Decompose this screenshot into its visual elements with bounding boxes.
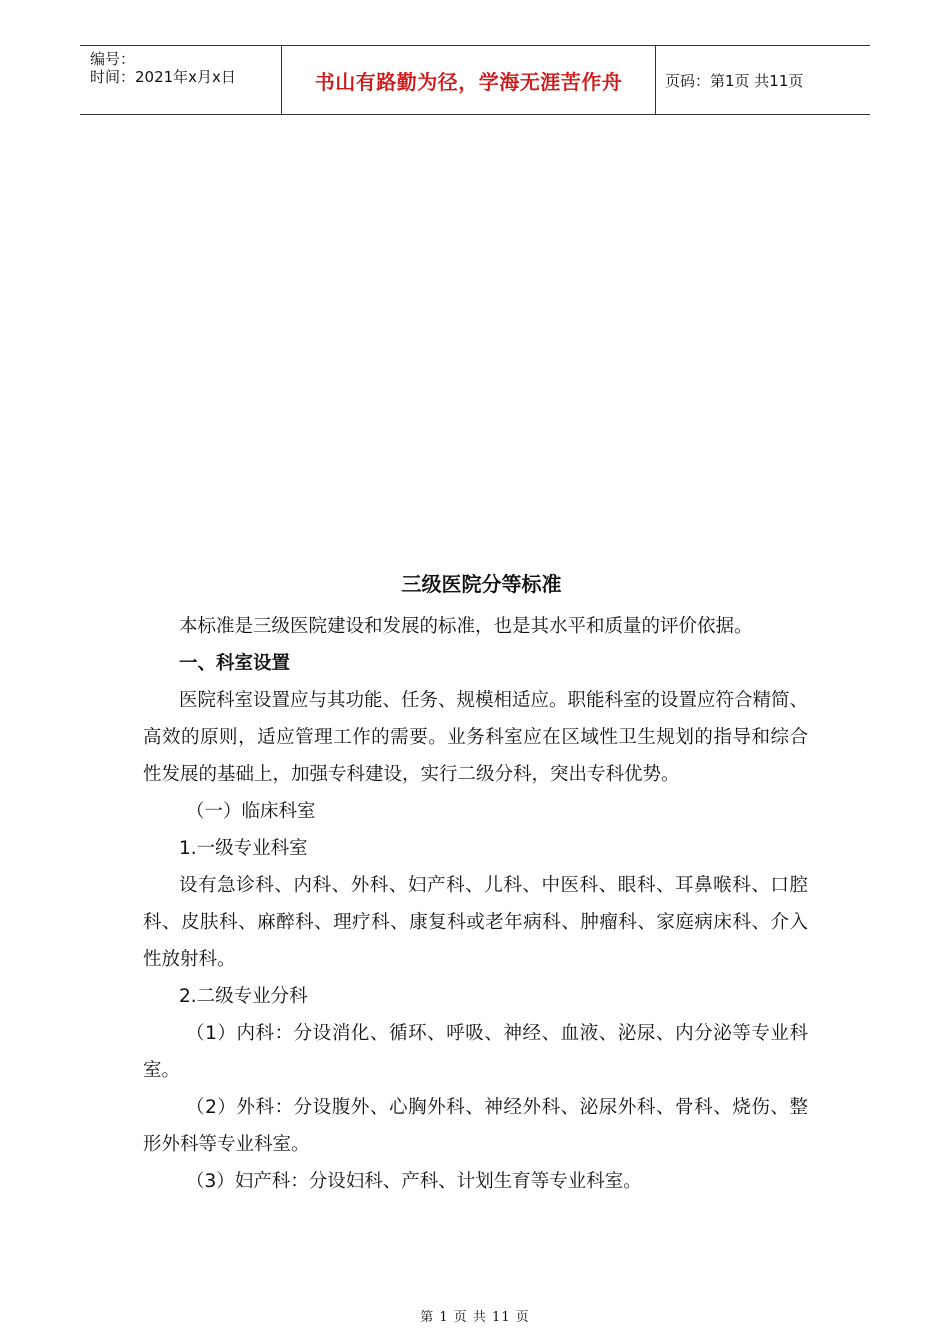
header-meta: [80, 46, 280, 114]
header-page-info: [655, 46, 870, 114]
document-title: 三级医院分等标准: [401, 572, 562, 596]
motto-text: 书山有路勤为径，学海无涯苦作舟: [314, 69, 623, 94]
section-heading: 一、科室设置: [179, 653, 291, 674]
date-label: 时间：2021年x月x日: [90, 68, 236, 86]
page-footer: 第 1 页 共 11 页: [420, 1310, 530, 1325]
list-heading: 2.二级专业分科: [179, 986, 308, 1007]
list-heading: 1.一级专业科室: [179, 838, 308, 859]
serial-number-label: 编号：: [90, 50, 136, 68]
page-info-text: 页码：第1页 共11页: [665, 71, 804, 90]
document-body: [143, 560, 808, 1200]
list-item: （2）外科：分设腹外、心胸外科、神经外科、泌尿外科、骨科、烧伤、整形外科等专业科室。: [143, 1097, 808, 1155]
body-paragraph: 设有急诊科、内科、外科、妇产科、儿科、中医科、眼科、耳鼻喉科、口腔科、皮肤科、麻醉科、理疗科、康复科或老年病科、肿瘤科、家庭病床科、介入性放射科。: [143, 875, 808, 970]
subsection-heading: （一）临床科室: [186, 801, 316, 822]
intro-paragraph: 本标准是三级医院建设和发展的标准，也是其水平和质量的评价依据。: [179, 616, 753, 637]
header-motto-cell: [281, 46, 656, 114]
page-header: [80, 45, 870, 115]
list-item: （3）妇产科：分设妇科、产科、计划生育等专业科室。: [186, 1171, 642, 1192]
body-paragraph: 医院科室设置应与其功能、任务、规模相适应。职能科室的设置应符合精简、高效的原则，适应管理工作的需要。业务科室应在区域性卫生规划的指导和综合性发展的基础上，加强专科建设，实行二级分科，突出专科优势。: [143, 690, 809, 785]
list-item: （1）内科：分设消化、循环、呼吸、神经、血液、泌尿、内分泌等专业科室。: [143, 1023, 808, 1081]
